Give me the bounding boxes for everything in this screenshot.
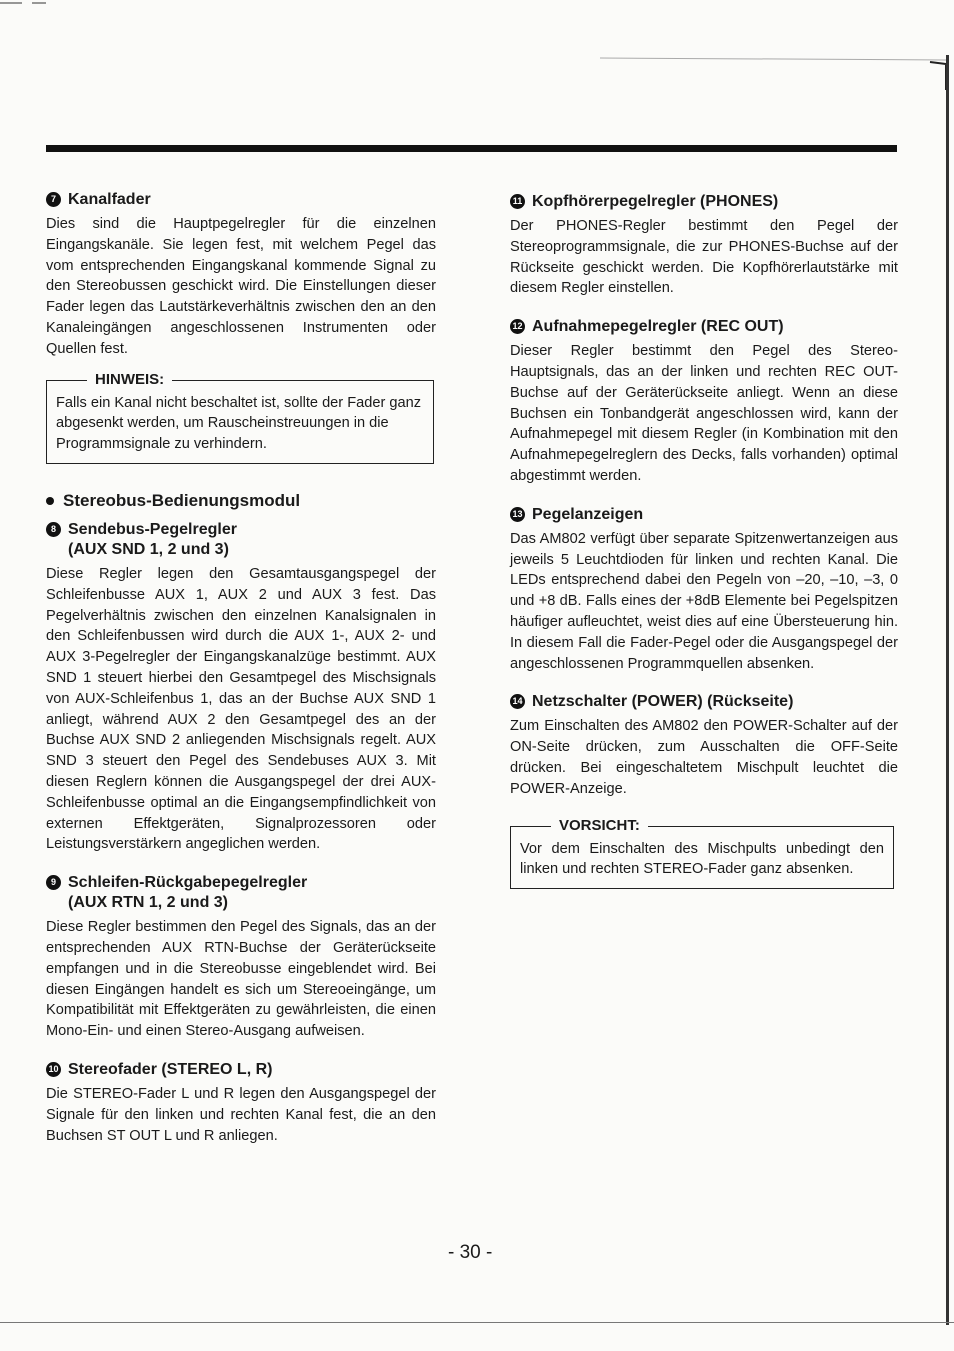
section-heading bbox=[510, 505, 898, 525]
left-column bbox=[46, 190, 436, 1146]
heading-text: Netzschalter (POWER) (Rückseite) bbox=[532, 693, 794, 711]
header-rule bbox=[46, 145, 897, 152]
module-title bbox=[46, 490, 436, 512]
page-bottom-edge bbox=[0, 1322, 954, 1323]
section-body: Diese Regler bestimmen den Pegel des Signals, das an der entsprechenden AUX RTN-Buchse der Geräterückseite empfangen und in die Stereobusse eingeblendet wird. Bei diesen Eingängen handelt es sich um Stereoeingänge, um Kompatibilität mit Effektgeräten zu gewährleisten, die einen Mono-Ein- und einen Stereo-Ausgang aufweisen. bbox=[46, 919, 436, 1040]
heading-text bbox=[68, 873, 307, 913]
number-badge: 11 bbox=[510, 194, 525, 209]
number-badge: 8 bbox=[46, 522, 61, 537]
heading-line-2: (AUX SND 1, 2 und 3) bbox=[68, 540, 229, 558]
section-heading bbox=[46, 190, 436, 210]
hinweis-box bbox=[46, 370, 434, 464]
heading-text: Aufnahmepegelregler (REC OUT) bbox=[532, 318, 784, 336]
heading-text: Stereofader (STEREO L, R) bbox=[68, 1060, 273, 1078]
section-7 bbox=[46, 190, 436, 360]
section-heading bbox=[46, 873, 436, 913]
number-badge: 10 bbox=[46, 1062, 61, 1077]
section-body: Der PHONES-Regler bestimmt den Pegel der Stereoprogrammsignale, die zur PHONES-Buchse auf der Rückseite geschickt werden. Die Kopfhörerlautstärke mit diesem Regler einstellen. bbox=[510, 218, 898, 297]
section-heading bbox=[510, 317, 898, 337]
bullet-icon bbox=[46, 497, 54, 505]
heading-line-2: (AUX RTN 1, 2 und 3) bbox=[68, 894, 229, 912]
box-label-dash bbox=[46, 380, 76, 381]
heading-text: Pegelanzeigen bbox=[532, 505, 644, 523]
heading-line-1: Sendebus-Pegelregler bbox=[68, 520, 237, 538]
heading-text: Kanalfader bbox=[68, 191, 151, 208]
section-14 bbox=[510, 692, 898, 799]
section-13 bbox=[510, 505, 898, 675]
number-badge: 9 bbox=[46, 875, 61, 890]
section-body: Dies sind die Hauptpegelregler für die einzelnen Eingangskanäle. Sie legen fest, mit welchem Pegel das vom entsprechenden Eingangskanal kommende Signal zu den Stereobussen geschickt wird. Die Einstellungen dieser Fader legen das Lautstärkeverhältnis zwischen den an den Kanaleingängen angeschlossenen Instrumenten oder Quellen fest. bbox=[46, 216, 436, 357]
section-body: Zum Einschalten des AM802 den POWER-Schalter auf der ON-Seite drücken, zum Ausschalten die OFF-Seite drücken. Bei eingeschaltetem Mischpult leuchtet die POWER-Anzeige. bbox=[510, 718, 898, 797]
page-number: - 30 - bbox=[448, 1242, 493, 1263]
number-badge: 14 bbox=[510, 694, 525, 709]
hinweis-label: HINWEIS: bbox=[87, 370, 172, 390]
section-body: Das AM802 verfügt über separate Spitzenwertanzeigen aus jeweils 5 Leuchtdioden für linken und rechten Kanal. Die LEDs entsprechend dabei den Pegeln von –20, –10, –3, 0 und +8 dB. Falls eines der +8dB Elemente bei Pegelspitzen häufiger aufleuchtet, weist dies auf eine Übersteuerung hin. In diesem Fall die Fader-Pegel oder die Ausgangspegel der angeschlossenen Programmquellen absenken. bbox=[510, 530, 898, 672]
module-title-text: Stereobus-Bedienungsmodul bbox=[63, 490, 301, 510]
heading-line-1: Schleifen-Rückgabepegelregler bbox=[68, 874, 308, 892]
section-heading bbox=[46, 520, 436, 560]
module-heading-block bbox=[46, 490, 436, 512]
section-heading bbox=[510, 192, 898, 212]
scan-artifact bbox=[0, 0, 954, 90]
number-badge: 13 bbox=[510, 507, 525, 522]
section-9 bbox=[46, 873, 436, 1042]
vorsicht-text: Vor dem Einschalten des Mischpults unbedingt den linken und rechten STEREO-Fader ganz absenken. bbox=[520, 840, 884, 878]
page-edge bbox=[946, 55, 949, 1325]
number-badge: 12 bbox=[510, 319, 525, 334]
section-body: Diese Regler legen den Gesamtausgangspegel der Schleifenbusse AUX 1, AUX 2 und AUX 3 fest. Das Pegelverhältnis zwischen den einzelnen Kanalsignalen in den Schleifenbussen wird durch die AUX 1-, AUX 2- und AUX 3-Pegelregler der Eingangskanalzüge bestimmt. AUX SND 1 steuert hierbei den Gesamtpegel des Mischsignals von AUX-Schleifenbus 1, das an der Buchse AUX SND 1 anliegt, während AUX 2 den Gesamtpegel des an der Buchse AUX SND 2 anliegenden Mischsignals regelt. AUX SND 3 steuert den Pegel des Sendebuses AUX 3. Mit diesen Reglern können die Ausgangspegel der drei AUX-Schleifenbusse optimal an die Eingangsempfindlichkeit von externen Effektgeräten, Signalprozessoren oder Leistungsverstärkern angeglichen werden. bbox=[46, 565, 436, 853]
section-body: Dieser Regler bestimmt den Pegel des Stereo-Hauptsignals, das an der linken und rechten REC OUT-Buchse auf der Geräterückseite anliegt. Wenn an diese Buchsen ein Tonbandgerät angeschlossen wird, kann der Aufnahmepegel mit diesem Regler (in Kombination mit den Aufnahmepegelreglern des Decks, falls vorhanden) optimal abgestimmt werden. bbox=[510, 343, 898, 484]
vorsicht-label: VORSICHT: bbox=[551, 816, 648, 836]
right-column bbox=[510, 192, 898, 889]
section-heading bbox=[46, 1060, 436, 1080]
hinweis-text: Falls ein Kanal nicht beschaltet ist, sollte der Fader ganz abgesenkt werden, um Rauscheinstreuungen in die Programmsignale zu verhindern. bbox=[56, 394, 422, 453]
box-label-dash bbox=[510, 826, 540, 827]
section-heading bbox=[510, 692, 898, 712]
vorsicht-box bbox=[510, 816, 894, 890]
heading-text: Kopfhörerpegelregler (PHONES) bbox=[532, 193, 779, 210]
section-10 bbox=[46, 1060, 436, 1146]
heading-text bbox=[68, 520, 237, 560]
section-body: Die STEREO-Fader L und R legen den Ausgangspegel der Signale für den linken und rechten Kanal fest, die an den Buchsen ST OUT L und R anliegen. bbox=[46, 1085, 436, 1144]
section-8 bbox=[46, 520, 436, 855]
section-11 bbox=[510, 192, 898, 299]
section-12 bbox=[510, 317, 898, 487]
number-badge: 7 bbox=[46, 192, 61, 207]
